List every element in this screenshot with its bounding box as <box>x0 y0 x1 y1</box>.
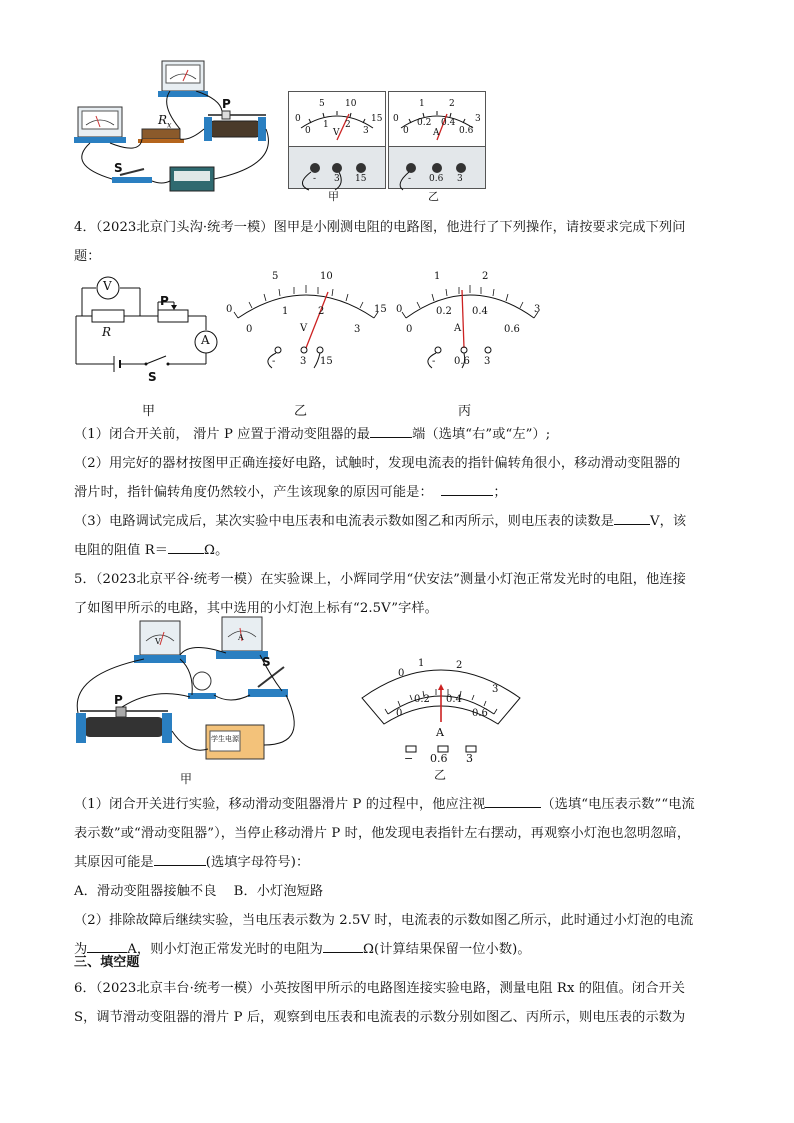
tick: 0.2 <box>414 694 430 705</box>
voltmeter-symbol: V <box>103 279 112 293</box>
answer-blank[interactable] <box>154 851 206 866</box>
q4-voltmeter-dial <box>222 268 390 378</box>
q6-line1: 6．（2023北京丰台·统考一模）小英按图甲所示的电路图连接实验电路，测量电阻 Rx 的阻值。闭合开关 <box>74 981 686 996</box>
caption-bing: 丙 <box>458 404 472 419</box>
terminal-label: 0.6 <box>430 752 448 765</box>
tick: 0.6 <box>504 324 520 335</box>
caption-jia: 甲 <box>142 404 156 419</box>
tick: 0 <box>246 324 253 335</box>
section3 <box>74 952 724 1032</box>
q5-caption-jia: 甲 <box>180 772 193 786</box>
q5-part1-line2: 表示数”或“滑动变阻器”），当停止移动滑片 P 时，他发现电表指针左右摆动，再观察小灯泡也忽明忽暗， <box>74 826 691 841</box>
terminal-label: 3 <box>300 356 307 367</box>
tick: 0 <box>396 708 403 719</box>
terminal-label: 3 <box>334 174 340 184</box>
tick: 15 <box>374 304 387 315</box>
q4-intro-line1: 4．（2023北京门头沟·统考一模）图甲是小刚测电阻的电路图，他进行了下列操作，请按要求完成下列问 <box>74 220 686 235</box>
unit-label: A <box>454 323 462 334</box>
tick: 1 <box>434 271 441 282</box>
tick: 3 <box>492 684 499 695</box>
answer-blank[interactable] <box>614 510 650 525</box>
terminal-label: 3 <box>484 356 491 367</box>
terminal-label: 0.6 <box>429 174 444 184</box>
tick: 0 <box>226 304 233 315</box>
tick: 0 <box>393 114 399 124</box>
unit-label: V <box>333 128 340 138</box>
terminal-label: - <box>313 174 317 184</box>
q4-subquestions <box>74 420 724 565</box>
answer-blank[interactable] <box>323 938 363 953</box>
terminal-label: 0.6 <box>454 356 470 367</box>
answer-blank[interactable] <box>485 793 541 808</box>
label-p: P <box>222 97 231 111</box>
tick: 2 <box>456 660 463 671</box>
section-title: 三、填空题 <box>74 955 140 970</box>
label-s: S <box>114 161 123 175</box>
q4-circuit-lines <box>70 272 220 382</box>
ammeter-label: A <box>238 633 244 642</box>
q4-part2-line1: （2）用完好的器材按图甲正确连接好电路，试触时，发现电流表的指针偏转角很小，移动滑动变阻器的 <box>74 456 681 471</box>
terminal-label: - <box>272 356 276 367</box>
tick: 5 <box>319 99 325 109</box>
unit-label: V <box>300 323 308 334</box>
q5-caption-yi: 乙 <box>434 768 447 782</box>
answer-blank[interactable] <box>441 481 493 496</box>
q5-apparatus-figure <box>70 615 295 770</box>
terminal-label: − <box>404 752 414 765</box>
q5-part2-line1: （2）排除故障后继续实验，当电压表示数为 2.5V 时，电流表的示数如图乙所示，此时通过小灯泡的电流 <box>74 913 694 928</box>
slider-label: P <box>160 294 169 308</box>
tick: 0.6 <box>472 708 488 719</box>
tick: 3 <box>475 114 481 124</box>
q4-part3-line2: 电阻的阻值 R＝ Ω。 <box>74 536 724 565</box>
answer-blank[interactable] <box>168 539 204 554</box>
tick: 0.4 <box>446 694 462 705</box>
tick: 0 <box>406 324 413 335</box>
q4-circuit-diagram <box>70 272 220 382</box>
caption-yi-top: 乙 <box>428 190 439 203</box>
tick: 0.4 <box>472 306 488 317</box>
slider-label: P <box>114 693 123 707</box>
tick: 3 <box>534 304 541 315</box>
tick: 0.2 <box>417 118 432 128</box>
top-ammeter-panel <box>388 91 486 189</box>
q4-part1: （1）闭合开关前， 滑片 P 应置于滑动变阻器的最 端（选填“右”或“左”）; <box>74 420 724 449</box>
q5-subquestions <box>74 790 724 964</box>
tick: 0 <box>295 114 301 124</box>
answer-blank[interactable] <box>87 938 127 953</box>
terminal-label: 3 <box>457 174 463 184</box>
tick: 2 <box>345 120 351 130</box>
terminal-label: - <box>408 174 412 184</box>
top-voltmeter-panel <box>288 91 386 189</box>
tick: 10 <box>320 271 333 282</box>
tick: 0.6 <box>459 126 474 136</box>
q5-part2-line2: 为 A，则小灯泡正常发光时的电阻为 Ω(计算结果保留一位小数)。 <box>74 935 724 964</box>
tick: 0 <box>396 304 403 315</box>
terminal-label: - <box>432 356 436 367</box>
tick: 10 <box>345 99 357 109</box>
q4-ammeter-scale <box>392 268 550 378</box>
voltmeter-label: V <box>155 637 161 646</box>
caption-yi: 乙 <box>294 404 308 419</box>
tick: 1 <box>418 658 425 669</box>
tick: 0 <box>403 126 409 136</box>
tick: 3 <box>354 324 361 335</box>
q4-intro <box>74 213 724 271</box>
unit-label: A <box>436 726 444 739</box>
tick: 1 <box>282 306 289 317</box>
power-supply-label: 学生电源 <box>211 735 239 743</box>
q4-part2-line2: 滑片时，指针偏转角度仍然较小，产生该现象的原因可能是： ； <box>74 478 724 507</box>
unit-label: A <box>433 128 440 138</box>
q5-part1-line1: （1）闭合开关进行实验，移动滑动变阻器滑片 P 的过程中，他应注视 （选填“电压表示数”“电流 <box>74 790 724 819</box>
q4-part3-line1: （3）电路调试完成后，某次实验中电压表和电流表示数如图乙和丙所示，则电压表的读数是 V，该 <box>74 507 724 536</box>
tick: 0 <box>398 668 405 679</box>
q5-part1-line3: 其原因可能是 (选填字母符号)： <box>74 848 724 877</box>
q4-intro-line2: 题： <box>74 249 101 264</box>
terminal-label: 15 <box>320 356 333 367</box>
q4-ammeter-dial <box>392 268 550 378</box>
q6-line2: S，调节滑动变阻器的滑片 P 后，观察到电压表和电流表的示数分别如图乙、丙所示，则电压表的示数为 <box>74 1010 686 1025</box>
apparatus-drawing <box>70 55 280 195</box>
terminal-label: 3 <box>466 752 473 765</box>
q5-ammeter-dial <box>358 650 524 780</box>
tick: 0 <box>305 126 311 136</box>
switch-label: S <box>262 655 271 669</box>
tick: 3 <box>363 126 369 136</box>
tick: 1 <box>323 120 329 130</box>
tick: 15 <box>371 114 383 124</box>
switch-label: S <box>148 370 157 384</box>
tick: 2 <box>449 99 455 109</box>
top-apparatus-figure <box>70 55 280 195</box>
tick: 1 <box>419 99 425 109</box>
label-r: $R_x$ <box>158 113 172 130</box>
tick: 5 <box>272 271 279 282</box>
q5-options: A．滑动变阻器接触不良 B．小灯泡短路 <box>74 884 324 899</box>
answer-blank[interactable] <box>370 423 412 438</box>
tick: 0.2 <box>436 306 452 317</box>
tick: 2 <box>482 271 489 282</box>
caption-jia-top: 甲 <box>328 190 339 203</box>
tick: 0.4 <box>441 118 456 128</box>
q5-intro-line2: 了如图甲所示的电路，其中选用的小灯泡上标有“2.5V”字样。 <box>74 601 438 616</box>
ammeter-symbol: A <box>201 333 210 347</box>
terminal-label: 15 <box>355 174 367 184</box>
tick: 2 <box>318 306 325 317</box>
q5-apparatus-drawing <box>70 615 295 770</box>
q5-intro-line1: 5．（2023北京平谷·统考一模）在实验课上，小辉同学用“伏安法”测量小灯泡正常发光时的电阻，他连接 <box>74 572 686 587</box>
resistor-label: R <box>102 325 112 339</box>
